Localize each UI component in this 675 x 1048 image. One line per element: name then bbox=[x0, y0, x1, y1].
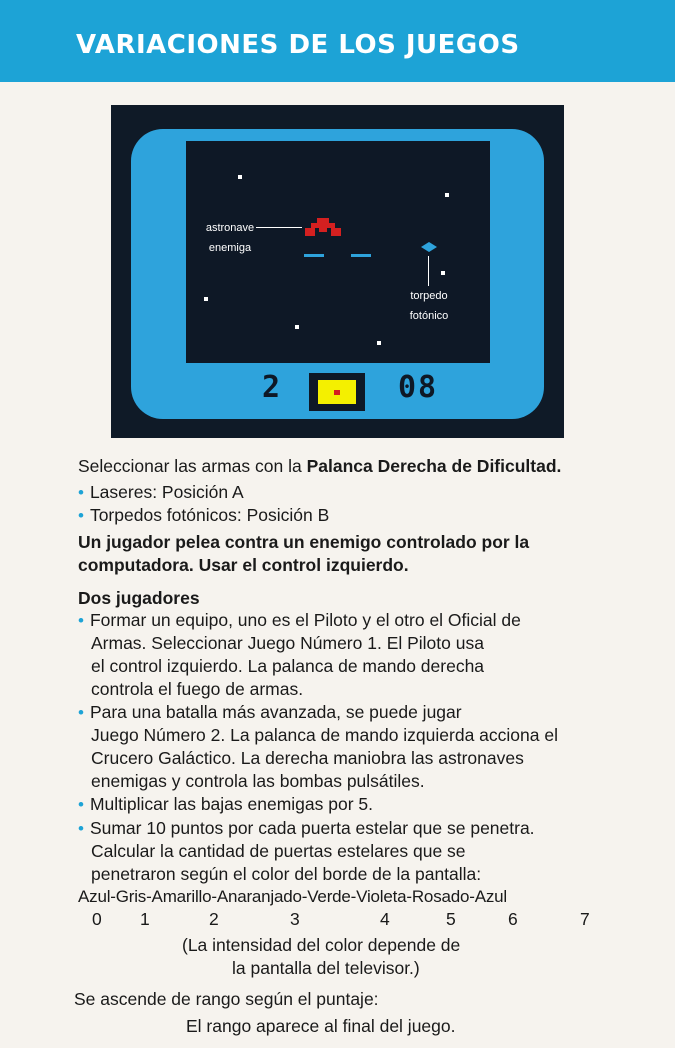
enemy-callout-line bbox=[256, 227, 302, 228]
star bbox=[238, 175, 242, 179]
star bbox=[441, 271, 445, 275]
sequence-number: 5 bbox=[446, 909, 456, 929]
bullet-continuation: penetraron según el color del borde de la pantalla: bbox=[91, 864, 482, 884]
bullet-continuation: enemigas y controla las bombas pulsátiles. bbox=[91, 771, 425, 791]
enemy-ship-icon bbox=[305, 218, 341, 238]
bullet-continuation: Crucero Galáctico. La derecha maniobra las astronaves bbox=[91, 748, 524, 768]
header-band bbox=[0, 0, 675, 82]
sequence-number: 4 bbox=[380, 909, 390, 929]
color-sequence: Azul-Gris-Amarillo-Anaranjado-Verde-Violeta-Rosado-Azul bbox=[78, 887, 507, 906]
rank-line: Se ascende de rango según el puntaje: bbox=[74, 989, 379, 1009]
bullet-continuation: el control izquierdo. La palanca de mando derecha bbox=[91, 656, 485, 676]
laser-shot bbox=[304, 254, 324, 257]
star bbox=[295, 325, 299, 329]
number-row bbox=[78, 909, 598, 931]
note-line: la pantalla del televisor.) bbox=[232, 958, 420, 978]
torpedo-callout-line bbox=[428, 256, 429, 286]
bullet-icon: • bbox=[78, 819, 84, 838]
intro-bold-text: Palanca Derecha de Dificultad. bbox=[306, 456, 562, 476]
torpedo-label-line: torpedo bbox=[410, 290, 448, 302]
bullet-text: Laseres: Posición A bbox=[89, 482, 244, 502]
sequence-number: 3 bbox=[290, 909, 300, 929]
player-ship-icon bbox=[309, 373, 365, 411]
one-player-line: Un jugador pelea contra un enemigo controlado por la bbox=[78, 532, 530, 552]
bullet-item bbox=[78, 481, 244, 504]
intro-line bbox=[78, 455, 561, 477]
bullet-continuation: Juego Número 2. La palanca de mando izquierda acciona el bbox=[91, 725, 558, 745]
star bbox=[204, 297, 208, 301]
tv-bezel bbox=[131, 129, 544, 419]
intro-text: Seleccionar las armas con la bbox=[78, 456, 307, 476]
two-players-heading: Dos jugadores bbox=[78, 588, 200, 608]
bullet-continuation: controla el fuego de armas. bbox=[91, 679, 304, 699]
bullet-continuation: Armas. Seleccionar Juego Número 1. El Piloto usa bbox=[91, 633, 484, 653]
bullet-icon: • bbox=[78, 483, 84, 502]
enemy-callout-label bbox=[199, 218, 261, 258]
bullet-item bbox=[78, 609, 521, 632]
torpedo-callout-label bbox=[401, 286, 457, 326]
rank-line: El rango aparece al final del juego. bbox=[186, 1016, 456, 1036]
torpedo-label-line: fotónico bbox=[409, 310, 449, 322]
enemy-label-line: astronave bbox=[205, 222, 255, 234]
bullet-item bbox=[78, 701, 462, 724]
bullet-icon: • bbox=[78, 506, 84, 525]
laser-shot bbox=[351, 254, 371, 257]
enemy-label-line: enemiga bbox=[208, 242, 252, 254]
star bbox=[445, 193, 449, 197]
bullet-icon: • bbox=[78, 611, 84, 630]
playfield bbox=[186, 141, 490, 363]
bullet-item bbox=[78, 793, 373, 816]
page-title: VARIACIONES DE LOS JUEGOS bbox=[76, 30, 520, 60]
sequence-number: 1 bbox=[140, 909, 150, 929]
one-player-line: computadora. Usar el control izquierdo. bbox=[78, 555, 409, 575]
ship-body bbox=[318, 380, 356, 404]
sequence-number: 6 bbox=[508, 909, 518, 929]
bullet-item bbox=[78, 504, 329, 527]
bullet-icon: • bbox=[78, 795, 84, 814]
bullet-text: Torpedos fotónicos: Posición B bbox=[89, 505, 330, 525]
sequence-number: 2 bbox=[209, 909, 219, 929]
score-right: 08 bbox=[397, 370, 439, 405]
bullet-item bbox=[78, 817, 535, 840]
ship-center bbox=[334, 390, 340, 395]
photon-torpedo-icon bbox=[421, 242, 437, 252]
note-line: (La intensidad del color depende de bbox=[182, 935, 461, 955]
sequence-number: 0 bbox=[92, 909, 102, 929]
score-left: 2 bbox=[261, 370, 281, 405]
star bbox=[377, 341, 381, 345]
bullet-text: Para una batalla más avanzada, se puede jugar bbox=[89, 702, 462, 722]
bullet-text: Multiplicar las bajas enemigas por 5. bbox=[89, 794, 374, 814]
bullet-icon: • bbox=[78, 703, 84, 722]
bullet-continuation: Calcular la cantidad de puertas estelares que se bbox=[91, 841, 466, 861]
sequence-number: 7 bbox=[580, 909, 590, 929]
game-screen-illustration bbox=[111, 105, 564, 438]
bullet-text: Sumar 10 puntos por cada puerta estelar que se penetra. bbox=[89, 818, 535, 838]
bullet-text: Formar un equipo, uno es el Piloto y el otro el Oficial de bbox=[89, 610, 521, 630]
